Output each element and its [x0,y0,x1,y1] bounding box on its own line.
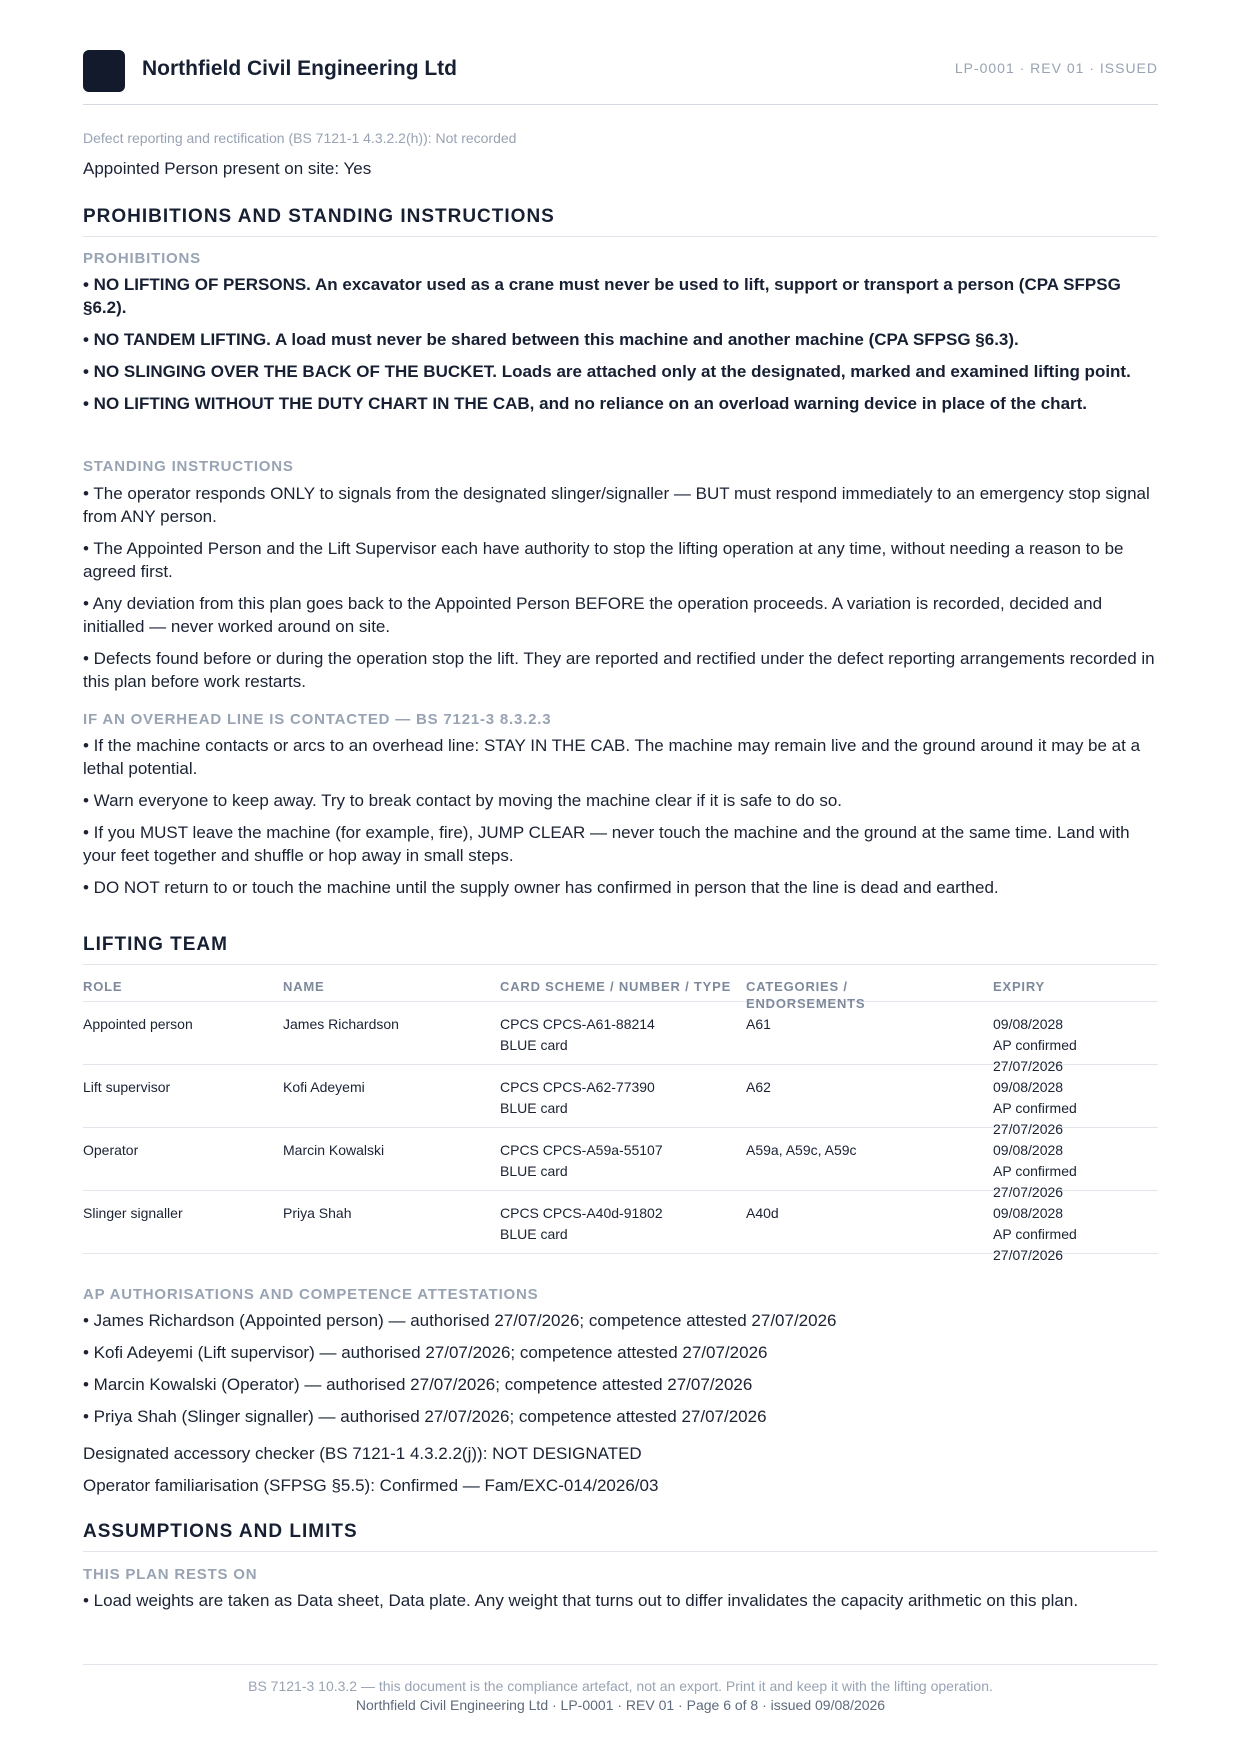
table-row [83,1002,1158,1074]
overhead-line-item: • If you MUST leave the machine (for example, fire), JUMP CLEAR — never touch the machine and the ground at the same time. Land with your feet together and shuffle or hop away in small steps. [83,823,1130,865]
ap-confirmed: AP confirmed [993,1163,1077,1179]
footer-compliance-note: BS 7121-3 10.3.2 — this document is the compliance artefact, not an export. Print it and keep it with the lifting operation. [248,1678,993,1694]
column-header-name: NAME [283,979,325,994]
expiry-date: 09/08/2028 [993,1016,1064,1032]
cell-role: Slinger signaller [83,1205,183,1221]
column-header-role: ROLE [83,979,123,994]
assumption-item: • Load weights are taken as Data sheet, Data plate. Any weight that turns out to differ invalidates the capacity arithmetic on this plan. [83,1591,1079,1610]
lifting-team-table [83,972,1158,1263]
confirmed-date: 27/07/2026 [993,1184,1064,1200]
footer-page-info: Northfield Civil Engineering Ltd · LP-0001 · REV 01 · Page 6 of 8 · issued 09/08/2026 [355,1697,886,1713]
cell-categories: A62 [746,1079,771,1095]
standing-instructions-list [83,482,1158,702]
card-number: CPCS CPCS-A59a-55107 [500,1142,663,1158]
standing-instructions-label: STANDING INSTRUCTIONS [83,458,294,475]
cell-role: Appointed person [83,1016,193,1032]
prohibitions-label: PROHIBITIONS [83,250,201,267]
card-type: BLUE card [500,1226,568,1242]
prohibitions-section-title: PROHIBITIONS AND STANDING INSTRUCTIONS [83,206,1158,237]
ap-present-line: Appointed Person present on site: Yes [83,159,372,178]
cell-card [500,1077,735,1119]
page-footer [83,1664,1158,1715]
card-number: CPCS CPCS-A40d-91802 [500,1205,663,1221]
plan-rests-on-label: THIS PLAN RESTS ON [83,1566,258,1583]
ap-authorisations-list [83,1309,1158,1437]
table-row [83,1191,1158,1263]
document-page [83,0,1158,1754]
card-type: BLUE card [500,1037,568,1053]
operator-familiarisation-line: Operator familiarisation (SFPSG §5.5): Confirmed — Fam/EXC-014/2026/03 [83,1476,659,1495]
standing-instruction-item: • The Appointed Person and the Lift Supervisor each have authority to stop the lifting operation at any time, without needing a reason to be agreed first. [83,539,1124,581]
assumptions-section-title: ASSUMPTIONS AND LIMITS [83,1521,1158,1552]
standing-instruction-item: • Any deviation from this plan goes back to the Appointed Person BEFORE the operation proceeds. A variation is recorded, decided and initialled — never worked around on site. [83,594,1103,636]
cell-card [500,1140,735,1182]
prohibition-item: • NO LIFTING WITHOUT THE DUTY CHART IN THE CAB, and no reliance on an overload warning device in place of the chart. [83,394,1088,413]
document-reference: LP-0001 · REV 01 · ISSUED [954,60,1158,76]
authorisation-item: • Priya Shah (Slinger signaller) — authorised 27/07/2026; competence attested 27/07/2026 [83,1407,767,1426]
prohibitions-list [83,273,1158,424]
assumptions-list [83,1589,1158,1621]
column-header-categories: CATEGORIES / ENDORSEMENTS [746,979,866,1011]
confirmed-date: 27/07/2026 [993,1121,1064,1137]
card-number: CPCS CPCS-A61-88214 [500,1016,655,1032]
cell-expiry [993,1203,1158,1266]
overhead-line-item: • Warn everyone to keep away. Try to break contact by moving the machine clear if it is safe to do so. [83,791,843,810]
ap-authorisations-label: AP AUTHORISATIONS AND COMPETENCE ATTESTATIONS [83,1286,539,1303]
table-header [83,972,1158,1011]
accessory-checker-line: Designated accessory checker (BS 7121-1 4.3.2.2(j)): NOT DESIGNATED [83,1444,642,1463]
lifting-team-title: LIFTING TEAM [83,934,1158,965]
overhead-line-list [83,734,1158,908]
cell-categories: A40d [746,1205,779,1221]
prohibition-item: • NO SLINGING OVER THE BACK OF THE BUCKET. Loads are attached only at the designated, marked and examined lifting point. [83,362,1131,381]
prohibition-item: • NO LIFTING OF PERSONS. An excavator used as a crane must never be used to lift, support or transport a person (CPA SFPSG §6.2). [83,275,1121,317]
standing-instruction-item: • Defects found before or during the operation stop the lift. They are reported and rectified under the defect reporting arrangements recorded in this plan before work restarts. [83,649,1155,691]
expiry-date: 09/08/2028 [993,1205,1064,1221]
overhead-line-item: • DO NOT return to or touch the machine until the supply owner has confirmed in person that the line is dead and earthed. [83,878,999,897]
standing-instruction-item: • The operator responds ONLY to signals from the designated slinger/signaller — BUT must respond immediately to an emergency stop signal from ANY person. [83,484,1150,526]
cell-name: James Richardson [283,1016,399,1032]
cell-role: Lift supervisor [83,1079,171,1095]
authorisation-item: • Kofi Adeyemi (Lift supervisor) — authorised 27/07/2026; competence attested 27/07/2026 [83,1343,768,1362]
page-header [83,50,1158,105]
company-logo [83,50,125,92]
cell-card [500,1014,735,1056]
overhead-line-item: • If the machine contacts or arcs to an overhead line: STAY IN THE CAB. The machine may remain live and the ground around it may be at a lethal potential. [83,736,1141,778]
cell-name: Kofi Adeyemi [283,1079,365,1095]
overhead-line-label: IF AN OVERHEAD LINE IS CONTACTED — BS 7121-3 8.3.2.3 [83,711,552,728]
confirmed-date: 27/07/2026 [993,1247,1064,1263]
authorisation-item: • James Richardson (Appointed person) — authorised 27/07/2026; competence attested 27/07/2026 [83,1311,837,1330]
column-header-expiry: EXPIRY [993,979,1046,994]
org-name: Northfield Civil Engineering Ltd [142,57,457,80]
defect-reporting-line: Defect reporting and rectification (BS 7121-1 4.3.2.2(h)): Not recorded [83,130,517,146]
cell-name: Marcin Kowalski [283,1142,385,1158]
ap-confirmed: AP confirmed [993,1226,1077,1242]
column-header-card: CARD SCHEME / NUMBER / TYPE [500,979,732,994]
cell-name: Priya Shah [283,1205,352,1221]
confirmed-date: 27/07/2026 [993,1058,1064,1074]
card-type: BLUE card [500,1100,568,1116]
ap-confirmed: AP confirmed [993,1037,1077,1053]
card-type: BLUE card [500,1163,568,1179]
cell-card [500,1203,735,1245]
cell-categories: A59a, A59c, A59c [746,1142,857,1158]
ap-confirmed: AP confirmed [993,1100,1077,1116]
card-number: CPCS CPCS-A62-77390 [500,1079,655,1095]
cell-role: Operator [83,1142,139,1158]
table-row [83,1065,1158,1137]
prohibition-item: • NO TANDEM LIFTING. A load must never be shared between this machine and another machine (CPA SFPSG §6.3). [83,330,1019,349]
expiry-date: 09/08/2028 [993,1142,1064,1158]
cell-categories: A61 [746,1016,771,1032]
expiry-date: 09/08/2028 [993,1079,1064,1095]
authorisation-item: • Marcin Kowalski (Operator) — authorised 27/07/2026; competence attested 27/07/2026 [83,1375,753,1394]
table-row [83,1128,1158,1200]
